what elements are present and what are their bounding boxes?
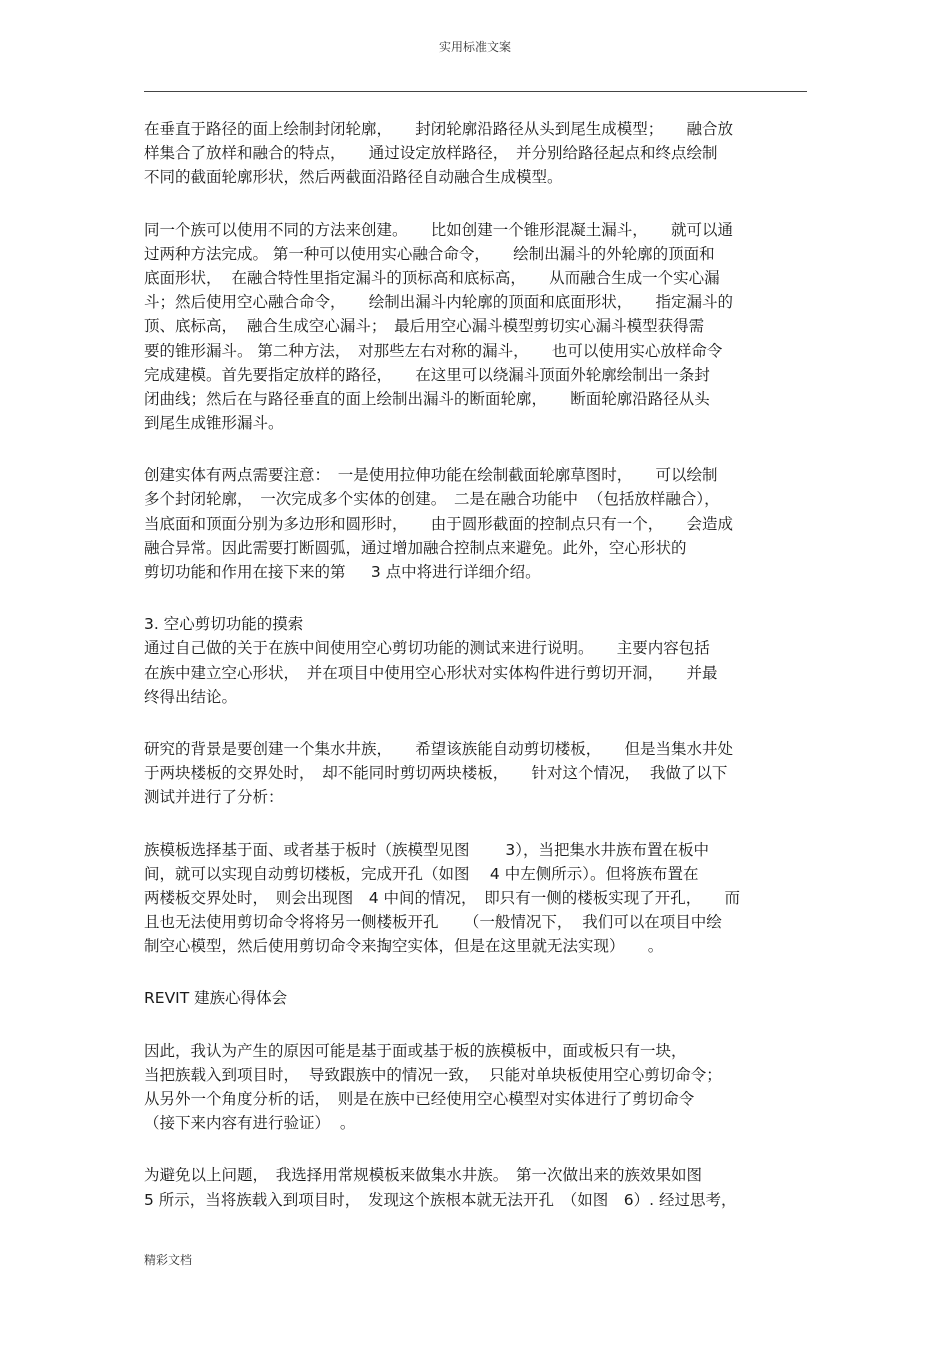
text-line: 顶、底标高， 融合生成空心漏斗； 最后用空心漏斗模型剪切实心漏斗模型获得需 [144, 317, 705, 336]
text-line: 要的锥形漏斗。 第二种方法， 对那些左右对称的漏斗， 也可以使用实心放样命令 [144, 341, 723, 360]
text-line: 创建实体有两点需要注意： 一是使用拉伸功能在绘制截面轮廓草图时， 可以绘制 [144, 466, 718, 485]
paragraph [144, 636, 807, 709]
text-line: 两楼板交界处时， 则会出现图 4 中间的情况， 即只有一侧的楼板实现了开孔， 而 [144, 888, 741, 907]
text-line: REVIT 建族心得体会 [144, 989, 288, 1008]
text-line: 且也无法使用剪切命令将将另一侧楼板开孔 （一般情况下， 我们可以在项目中绘 [144, 913, 722, 932]
text-line: 底面形状， 在融合特性里指定漏斗的顶标高和底标高， 从而融合生成一个实心漏 [144, 268, 720, 287]
text-line: 终得出结论。 [144, 687, 238, 706]
text-line: 融合异常。因此需要打断圆弧，通过增加融合控制点来避免。此外，空心形状的 [144, 538, 687, 557]
text-line: 剪切功能和作用在接下来的第 3 点中将进行详细介绍。 [144, 563, 541, 581]
text-line: 当把族载入到项目时， 导致跟族中的情况一致， 只能对单块板使用空心剪切命令； [144, 1065, 722, 1084]
text-line: 3. 空心剪切功能的摸索 [144, 615, 304, 634]
text-line: 当底面和顶面分别为多边形和圆形时， 由于圆形截面的控制点只有一个， 会造成 [144, 514, 734, 533]
text-line: 多个封闭轮廓， 一次完成多个实体的创建。 二是在融合功能中 （包括放样融合）， [144, 490, 720, 509]
text-line: 闭曲线；然后在与路径垂直的面上绘制出漏斗的断面轮廓， 断面轮廓沿路径从头 [144, 389, 710, 408]
paragraph [144, 986, 807, 1010]
text-line: 通过自己做的关于在族中间使用空心剪切功能的测试来进行说明。 主要内容包括 [144, 639, 710, 658]
page-footer: 精彩文档 [144, 1253, 193, 1267]
text-line: 从另外一个角度分析的话， 则是在族中已经使用空心模型对实体进行了剪切命令 [144, 1090, 695, 1108]
text-line: 5 所示，当将族载入到项目时， 发现这个族根本就无法开孔 （如图 6）. 经过思考， [144, 1190, 737, 1209]
text-line: 样集合了放样和融合的特点， 通过设定放样路径， 并分别给路径起点和终点绘制 [144, 144, 718, 163]
text-line: 于两块楼板的交界处时， 却不能同时剪切两块楼板， 针对这个情况， 我做了以下 [144, 764, 728, 783]
paragraph [144, 737, 807, 810]
paragraph [144, 463, 807, 584]
paragraph [144, 838, 807, 959]
text-line: 测试并进行了分析： [144, 788, 284, 807]
text-line: 到尾生成锥形漏斗。 [144, 414, 284, 433]
text-line: 在族中建立空心形状， 并在项目中使用空心形状对实体构件进行剪切开洞， 并最 [144, 663, 718, 682]
text-line: 不同的截面轮廓形状，然后两截面沿路径自动融合生成模型。 [144, 168, 563, 187]
header-divider [144, 91, 807, 92]
text-line: 斗；然后使用空心融合命令， 绘制出漏斗内轮廓的顶面和底面形状， 指定漏斗的 [144, 293, 734, 312]
text-line: 完成建模。首先要指定放样的路径， 在这里可以绕漏斗顶面外轮廓绘制出一条封 [144, 365, 710, 384]
paragraph [144, 1039, 807, 1136]
page-header: 实用标准文案 [438, 40, 511, 54]
text-line: （接下来内容有进行验证） 。 [144, 1114, 356, 1133]
paragraph [144, 612, 807, 636]
text-line: 过两种方法完成。 第一种可以使用实心融合命令， 绘制出漏斗的外轮廓的顶面和 [144, 244, 715, 263]
text-line: 在垂直于路径的面上绘制封闭轮廓， 封闭轮廓沿路径从头到尾生成模型； 融合放 [144, 120, 734, 138]
text-line: 为避免以上问题， 我选择用常规模板来做集水井族。 第一次做出来的族效果如图 [144, 1166, 703, 1185]
paragraph [144, 218, 807, 436]
text-line: 制空心模型，然后使用剪切命令来掏空实体，但是在这里就无法实现） 。 [144, 937, 664, 956]
paragraph [144, 1163, 807, 1211]
text-line: 族模板选择基于面、或者基于板时（族模型见图 3），当把集水井族布置在板中 [144, 840, 710, 859]
document-body [144, 117, 807, 1240]
text-line: 研究的背景是要创建一个集水井族， 希望该族能自动剪切楼板， 但是当集水井处 [144, 739, 734, 758]
text-line: 间，就可以实现自动剪切楼板，完成开孔（如图 4 中左侧所示）。但将族布置在 [144, 864, 699, 883]
text-line: 同一个族可以使用不同的方法来创建。 比如创建一个锥形混凝土漏斗， 就可以通 [144, 220, 734, 239]
text-line: 因此，我认为产生的原因可能是基于面或基于板的族模板中，面或板只有一块， [144, 1041, 687, 1060]
paragraph [144, 117, 807, 190]
